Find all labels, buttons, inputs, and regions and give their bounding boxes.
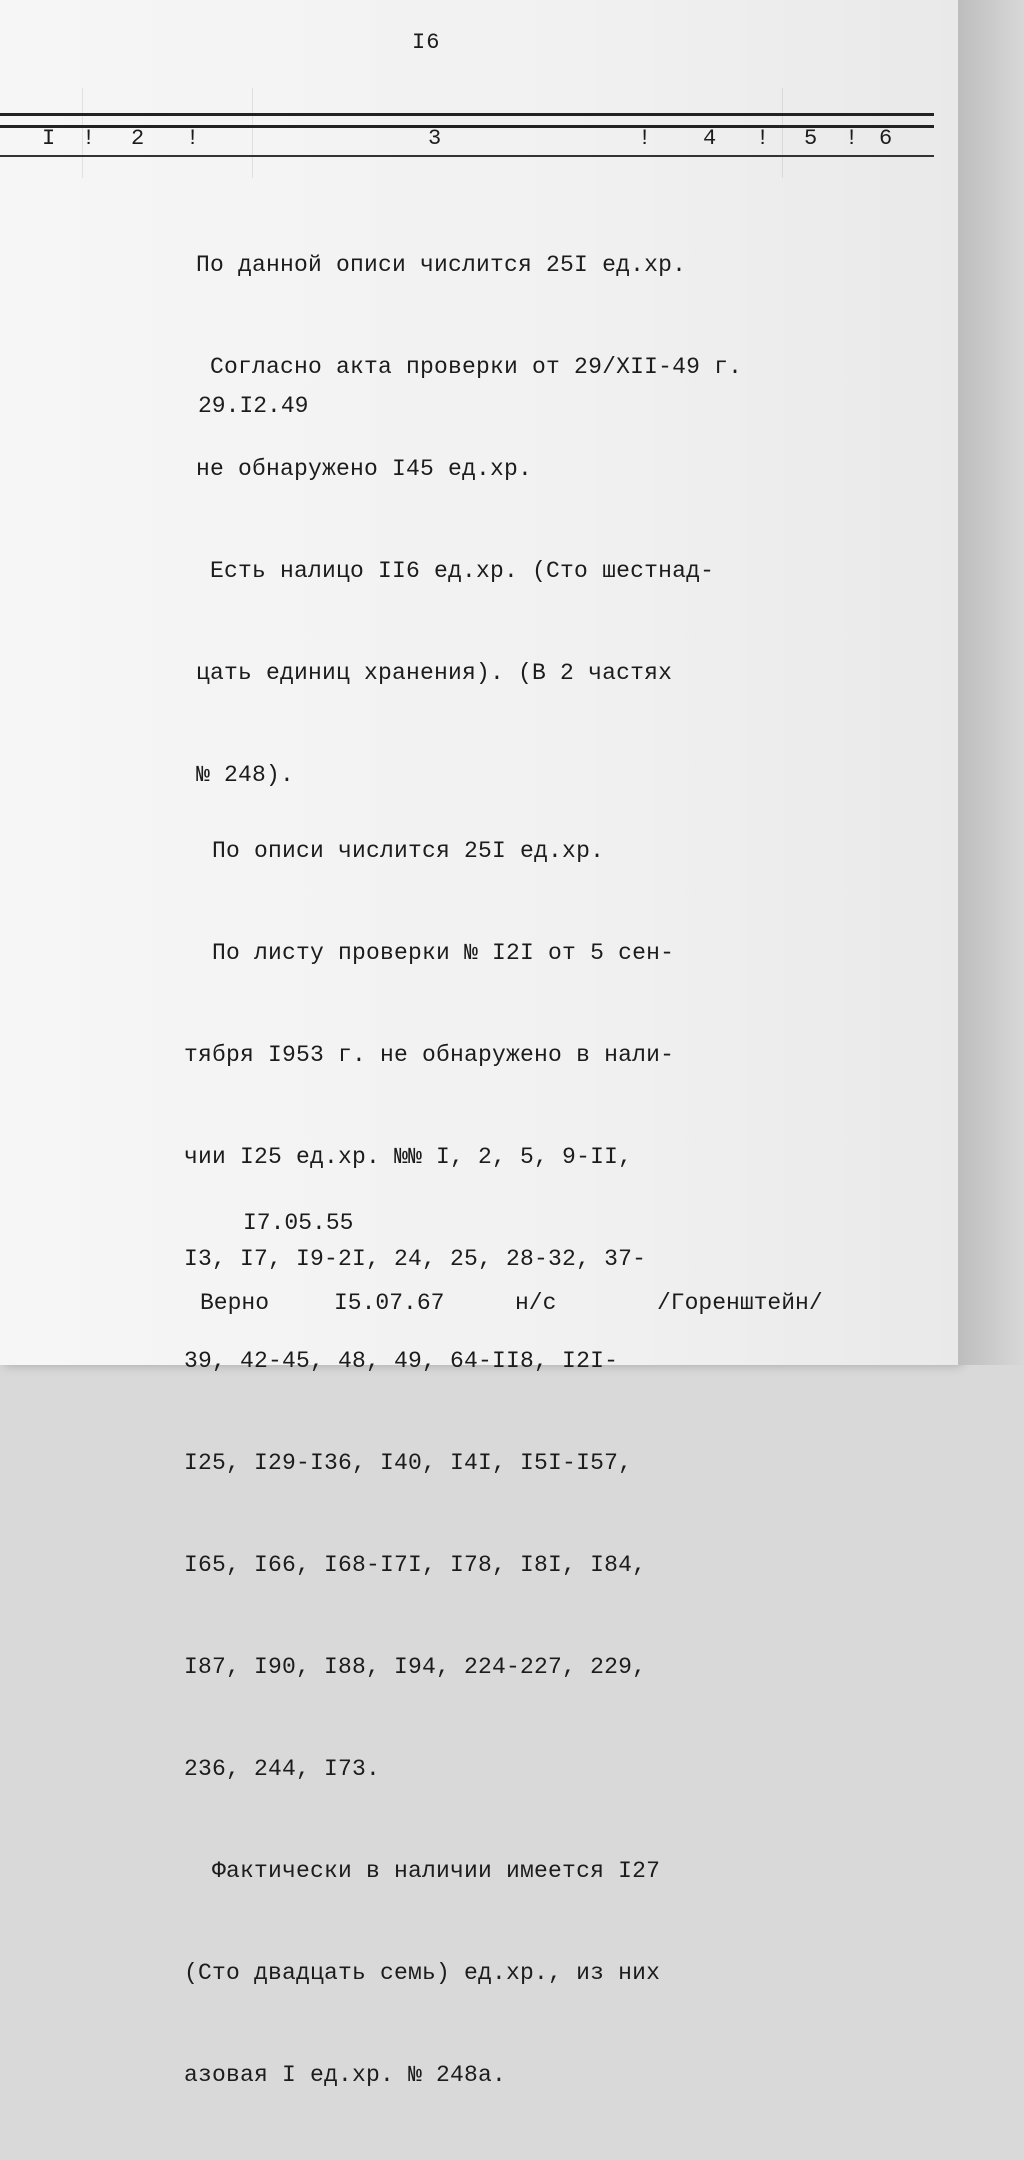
text-line: (Сто двадцать семь) ед.хр., из них xyxy=(184,1960,661,1986)
verification-note-1949 xyxy=(196,180,742,860)
text-line: Согласно акта проверки от 29/ХII-49 г. xyxy=(196,354,743,380)
column-separator: ! xyxy=(638,126,652,151)
text-line: не обнаружено I45 ед.хр. xyxy=(196,456,533,482)
page-number: I6 xyxy=(412,30,441,55)
text-line: I65, I66, I68-I7I, I78, I8I, I84, xyxy=(184,1552,647,1578)
column-number-2: 2 xyxy=(131,126,145,151)
column-separator: ! xyxy=(845,126,859,151)
text-line: По данной описи числится 25I ед.хр. xyxy=(196,252,687,278)
verification-date-1955: I7.05.55 xyxy=(243,1210,354,1236)
signatory-name: /Горенштейн/ xyxy=(657,1290,823,1316)
column-separator: ! xyxy=(186,126,200,151)
text-line: 236, 244, I73. xyxy=(184,1756,381,1782)
text-line: № 248). xyxy=(196,762,295,788)
header-rule-top xyxy=(0,113,934,116)
header-rule-lower xyxy=(0,155,934,157)
certified-label: Верно xyxy=(200,1290,270,1316)
column-number-3: 3 xyxy=(428,126,442,151)
column-separator: ! xyxy=(756,126,770,151)
column-number-5: 5 xyxy=(804,126,818,151)
page-edge-shadow xyxy=(958,0,1024,1365)
text-line: Фактически в наличии имеется I27 xyxy=(184,1858,661,1884)
text-line: I87, I90, I88, I94, 224-227, 229, xyxy=(184,1654,647,1680)
column-separator: ! xyxy=(82,126,96,151)
text-line: I3, I7, I9-2I, 24, 25, 28-32, 37- xyxy=(184,1246,647,1272)
column-number-4: 4 xyxy=(703,126,717,151)
text-line: 39, 42-45, 48, 49, 64-II8, I2I- xyxy=(184,1348,619,1374)
text-line: I25, I29-I36, I40, I4I, I5I-I57, xyxy=(184,1450,633,1476)
faint-column-line xyxy=(252,88,253,178)
text-line: По листу проверки № I2I от 5 сен- xyxy=(184,940,675,966)
faint-column-line xyxy=(782,88,783,178)
text-line: тября I953 г. не обнаружено в нали- xyxy=(184,1042,675,1068)
position-abbreviation: н/с xyxy=(515,1290,557,1316)
column-number-6: 6 xyxy=(879,126,893,151)
column-number-1: I xyxy=(42,126,56,151)
text-line: По описи числится 25I ед.хр. xyxy=(184,838,605,864)
text-line: цать единиц хранения). (В 2 частях xyxy=(196,660,673,686)
verification-note-1955 xyxy=(184,766,674,2160)
certification-date: I5.07.67 xyxy=(334,1290,445,1316)
text-line: азовая I ед.хр. № 248а. xyxy=(184,2062,507,2088)
text-line: Есть налицо II6 ед.хр. (Сто шестнад- xyxy=(196,558,715,584)
text-line: чии I25 ед.хр. №№ I, 2, 5, 9-II, xyxy=(184,1144,633,1170)
verification-date-1949: 29.I2.49 xyxy=(198,393,309,419)
